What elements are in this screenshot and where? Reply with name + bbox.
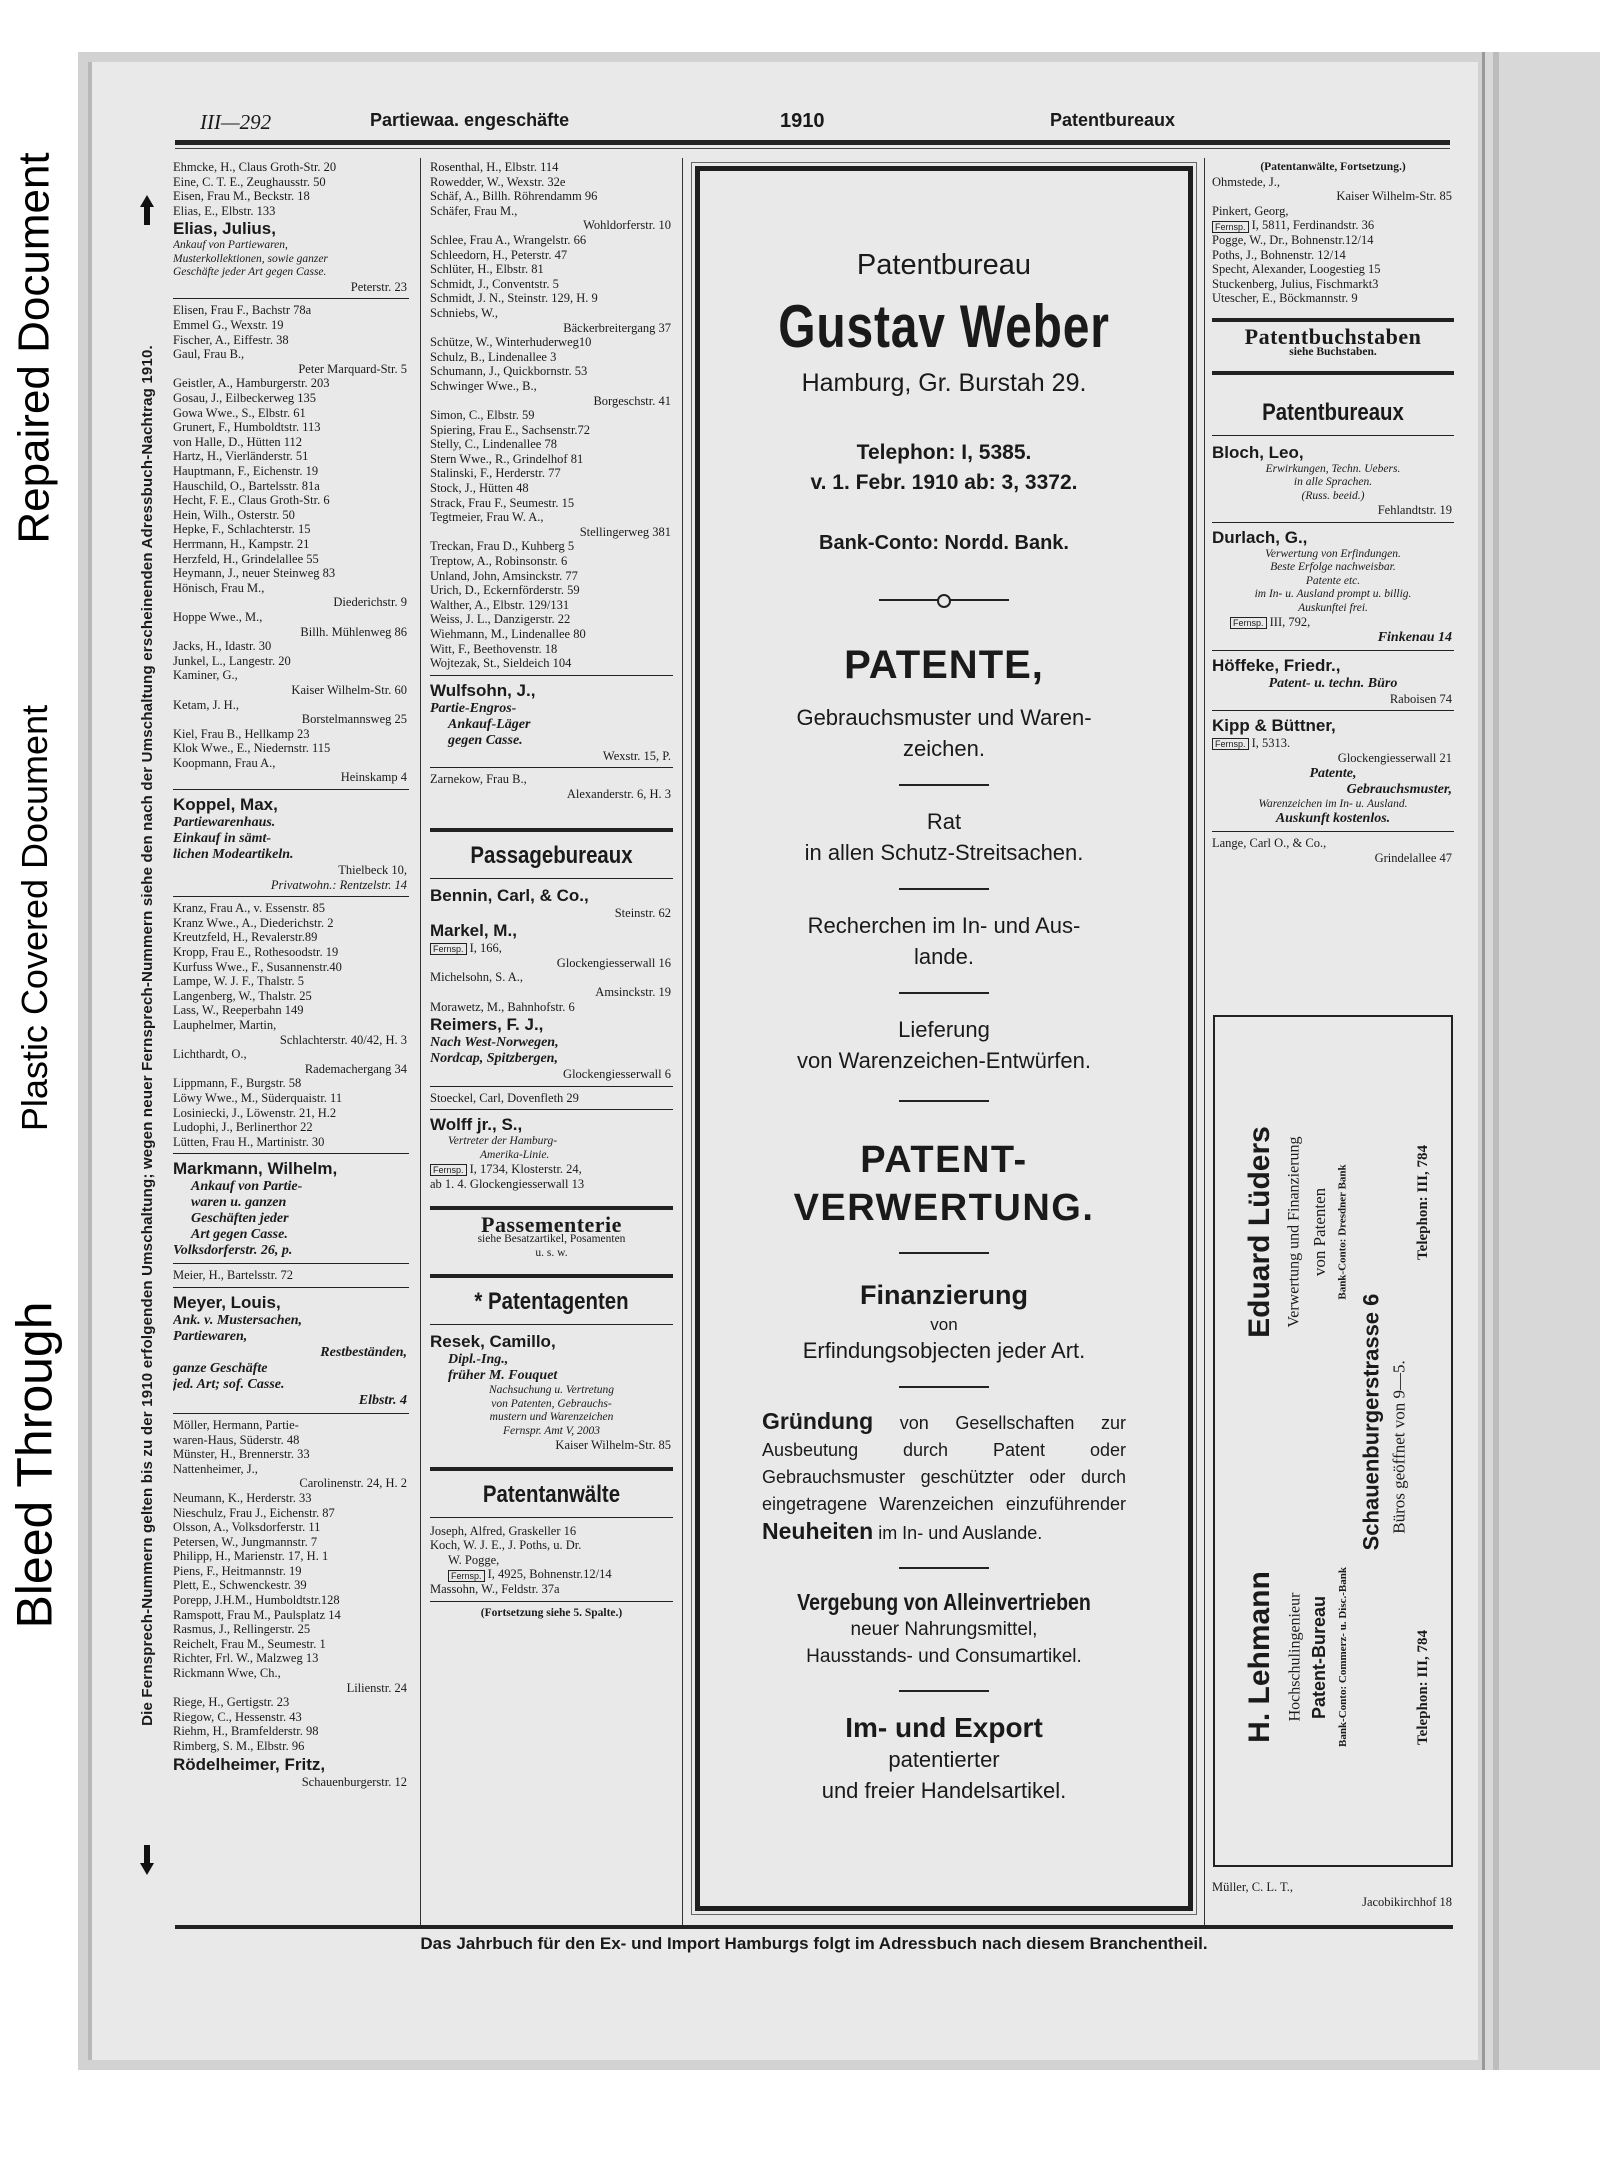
- header-year: 1910: [780, 110, 825, 132]
- divider: [899, 1567, 989, 1569]
- gruendung-paragraph: Gründung von Gesellschaften zur Ausbeutung durch Patent oder Gebrauchsmuster geschützter oder durch eingetragene Warenzeichen einzuführender Neuheiten im In- und Auslande.: [762, 1408, 1126, 1544]
- list-item: Gaul, Frau B.,: [173, 347, 245, 362]
- list-item: Gowa Wwe., S., Elbstr. 61: [173, 405, 306, 420]
- list-item: Treckan, Frau D., Kuhberg 5: [430, 539, 575, 554]
- list-item: Witt, F., Beethovenstr. 18: [430, 641, 558, 656]
- section-title-patentbureaux: Patentbureaux: [1262, 398, 1404, 426]
- divider: [899, 1252, 989, 1254]
- list-item: Kranz, Frau A., v. Essenstr. 85: [173, 901, 325, 916]
- telephone-badge: Fernsp.: [1212, 221, 1249, 233]
- divider: [173, 789, 409, 790]
- list-item: Simon, C., Elbstr. 59: [430, 408, 535, 423]
- list-item: Stock, J., Hütten 48: [430, 481, 529, 496]
- lueders-name: Eduard Lüders: [1243, 1126, 1277, 1338]
- shared-address: Schauenburgerstrasse 6: [1358, 1293, 1383, 1551]
- list-item: Philipp, H., Marienstr. 17, H. 1: [173, 1549, 329, 1564]
- list-item: waren-Haus, Süderstr. 48: [173, 1432, 300, 1447]
- entry-wulfsohn: Wulfsohn, J., Partie-Engros- Ankauf-Läger gegen Casse. Wexstr. 15, P.: [430, 680, 671, 763]
- list-item: Ramspott, Frau M., Paulsplatz 14: [173, 1607, 341, 1622]
- list-item: Lampe, W. J. F., Thalstr. 5: [173, 974, 305, 989]
- pointing-hand-icon: [136, 1845, 158, 1875]
- list-item: Hönisch, Frau M.,: [173, 580, 265, 595]
- list-item: Klok Wwe., E., Niedernstr. 115: [173, 741, 331, 756]
- list-item: Elias, E., Elbstr. 133: [173, 203, 276, 218]
- entry-meier: Meier, H., Bartelsstr. 72: [173, 1268, 293, 1283]
- list-item: Lichthardt, O.,: [173, 1047, 247, 1062]
- divider: [1212, 650, 1454, 651]
- section-rule: [1212, 318, 1454, 322]
- list-item: Schwinger Wwe., B.,: [430, 378, 537, 393]
- entries-top: [430, 160, 673, 671]
- list-item: Lass, W., Reeperbahn 149: [173, 1003, 304, 1018]
- list-item: Rickmann Wwe, Ch.,: [173, 1666, 281, 1681]
- list-item: Rasmus, J., Rellingerstr. 25: [173, 1622, 311, 1637]
- list-item: Geistler, A., Hamburgerstr. 203: [173, 376, 330, 391]
- divider: [899, 888, 989, 890]
- list-item: Weiss, J. L., Danzigerstr. 22: [430, 612, 571, 627]
- list-item: Riehm, H., Bramfelderstr. 98: [173, 1724, 319, 1739]
- telephone-badge: Fernsp.: [430, 943, 467, 955]
- label-bleed: Bleed Through: [7, 1301, 64, 1629]
- list-item: Olsson, A., Volksdorferstr. 11: [173, 1520, 321, 1535]
- list-item: Rowedder, W., Wexstr. 32e: [430, 174, 566, 189]
- list-item: Treptow, A., Robinsonstr. 6: [430, 554, 568, 569]
- list-item: Wohldorferstr. 10: [583, 218, 671, 233]
- list-item: Pogge, W., Dr., Bohnenstr.12/14: [1212, 232, 1374, 247]
- list-item: Stellingerweg 381: [579, 524, 671, 539]
- list-item: Stalinski, F., Herderstr. 77: [430, 466, 561, 481]
- list-item: Emmel G., Wexstr. 19: [173, 318, 284, 333]
- list-item: Schäf, A., Billh. Röhrendamm 96: [430, 189, 598, 204]
- telephone-badge: Fernsp.: [448, 1570, 485, 1582]
- telephone-badge: Fernsp.: [1212, 738, 1249, 750]
- header-rule: [175, 140, 1450, 145]
- list-item: Ehmcke, H., Claus Groth-Str. 20: [173, 160, 337, 174]
- list-item: Stuckenberg, Julius, Fischmarkt3: [1212, 276, 1379, 291]
- divider: [430, 1109, 673, 1110]
- divider: [430, 1086, 673, 1087]
- divider: [173, 1263, 409, 1264]
- list-item: Schlachterstr. 40/42, H. 3: [279, 1032, 407, 1047]
- list-item: Neumann, K., Herderstr. 33: [173, 1490, 312, 1505]
- divider: [899, 1690, 989, 1692]
- divider: [1212, 522, 1454, 523]
- list-item: Riegow, C., Hessenstr. 43: [173, 1709, 302, 1724]
- divider: [430, 675, 673, 676]
- list-item: Richter, Frl. W., Malzweg 13: [173, 1651, 319, 1666]
- list-item: Hauptmann, F., Eichenstr. 19: [173, 464, 319, 478]
- list-item: Junkel, L., Langestr. 20: [173, 653, 291, 668]
- list-item: Möller, Hermann, Partie-: [173, 1417, 299, 1432]
- list-item: Wojtezak, St., Sieldeich 104: [430, 656, 572, 671]
- divider: [899, 1100, 989, 1102]
- list-item: Piens, F., Heitmannstr. 19: [173, 1563, 302, 1578]
- list-item: Schlee, Frau A., Wrangelstr. 66: [430, 232, 587, 247]
- list-item: Specht, Alexander, Loogestieg 15: [1212, 262, 1381, 277]
- list-item: Schumann, J., Quickbornstr. 53: [430, 364, 588, 379]
- divider: [173, 896, 409, 897]
- divider: [173, 298, 409, 299]
- list-item: Tegtmeier, Frau W. A.,: [430, 510, 544, 525]
- list-item: Carolinenstr. 24, H. 2: [299, 1476, 407, 1491]
- list-item: Lippmann, F., Burgstr. 58: [173, 1076, 302, 1091]
- section-rule: [430, 1206, 673, 1210]
- list-item: Kaiser Wilhelm-Str. 60: [291, 682, 407, 697]
- divider: [430, 1324, 673, 1325]
- list-item: Grunert, F., Humboldtstr. 113: [173, 420, 321, 435]
- entry-meyer: Meyer, Louis, Ank. v. Mustersachen, Partiewaren, Restbeständen, ganze Geschäfte jed. Art; sof. Casse. Elbstr. 4: [173, 1292, 407, 1408]
- list-item: Rosenthal, H., Elbstr. 114: [430, 160, 559, 174]
- column-4: (Patentanwälte, Fortsetzung.) Ohmstede, J., Kaiser Wilhelm-Str. 85 Pinkert, Georg, Fernsp. I, 5811, Ferdinandstr. 36 Pogge, W., Dr., Bohnenstr.12/14 Poths, J., Bohnenstr. 12/14 Specht, Alexander, Loogestieg 15 Stuckenberg, Julius, Fischmarkt3 Utescher, E., Böckmannstr. 9 Patentbuchstaben siehe Buchstaben. Patentbureaux Bloch, Leo, Erwirkungen, Techn. Uebers. in alle Sprachen. (Russ. beeid.) Fehlandtstr. 19 Durlach, G., Verwertung von Erfindungen. Beste Erfolge nachweisbar. Patente etc. im In- u. Ausland prompt u. billig. Auskunftei frei. Fernsp. III, 792, Finkenau 14 Höffeke, Friedr., Patent- u. techn. Büro Raboisen 74 Kipp & Büttner, Fernsp. I, 5313. Glockengiesserwall 21 Patente, Gebrauchsmuster, Warenzeichen im In- u. Ausland. Auskunft kostenlos. Lange, Carl O., & Co., Grindelallee 47: [1212, 161, 1452, 865]
- list-item: Rimberg, S. M., Elbstr. 96: [173, 1739, 305, 1753]
- list-item: Heymann, J., neuer Steinweg 83: [173, 566, 336, 581]
- list-item: Riege, H., Gertigstr. 23: [173, 1695, 290, 1710]
- fernsprech-notice: Die Fernsprech-Nummern gelten bis zu der 1910 erfolgenden Umschaltung; wegen neuer Fernsprech-Nummern siehe den nach der Umschaltung erscheinenden Adressbuch-Nachtrag 1910.: [138, 344, 156, 1726]
- list-item: Plett, E., Schwenckestr. 39: [173, 1578, 307, 1593]
- list-item: Schulz, B., Lindenallee 3: [430, 349, 557, 364]
- section-title-patentbuchstaben: Patentbuchstaben: [1244, 323, 1422, 349]
- list-item: Schütze, W., Winterhuderweg10: [430, 335, 592, 350]
- next-page-edge: [1482, 52, 1600, 2070]
- list-item: Urich, D., Eckernförderstr. 59: [430, 583, 580, 598]
- list-item: Hartz, H., Vierländerstr. 51: [173, 449, 309, 464]
- advert-gustav-weber: Patentbureau Gustav Weber Hamburg, Gr. Burstah 29. Telephon: I, 5385. v. 1. Febr. 1910 ab: 3, 3372. Bank-Conto: Nordd. Bank. PATENTE, Gebrauchsmuster und Waren- zeichen. Rat in allen Schutz-Streitsachen. Recherchen im In- und Aus- lande. Lieferung von Warenzeichen-Entwürfen. PATENT- VERWERTUNG. Finanzierung von Erfindungsobjecten jeder Art. Gründung von Gesellschaften zur Ausbeutung durch Patent oder Gebrauchsmuster geschützter oder durch eingetragene Warenzeichen einzuführender Neuheiten im In- und Auslande. Vergebung von Alleinvertrieben neuer Nahrungsmittel, Hausstands- und Consumartikel. Im- und Export patentierter und freier Handelsartikel.: [695, 166, 1193, 1911]
- list-item: Jacks, H., Idastr. 30: [173, 639, 272, 654]
- column-rule: [420, 158, 421, 1928]
- list-item: Lilienstr. 24: [346, 1680, 407, 1695]
- list-item: Langenberg, W., Thalstr. 25: [173, 988, 312, 1003]
- list-item: Herrmann, H., Kampstr. 21: [173, 536, 310, 551]
- list-item: Poths, J., Bohnenstr. 12/14: [1212, 247, 1346, 262]
- list-item: Kiel, Frau B., Hellkamp 23: [173, 726, 310, 741]
- divider: [173, 1413, 409, 1414]
- list-item: Heinskamp 4: [340, 770, 407, 785]
- telephone-badge: Fernsp.: [1230, 617, 1267, 629]
- label-repaired: Repaired Document: [10, 151, 60, 544]
- divider: [430, 878, 673, 879]
- list-item: Hauschild, O., Bartelsstr. 81a: [173, 478, 320, 493]
- column-4-bottom: Müller, C. L. T., Jacobikirchhof 18: [1212, 1880, 1452, 1909]
- list-item: Ludophi, J., Berlinerthor 22: [173, 1120, 313, 1135]
- list-item: Gosau, J., Eilbeckerweg 135: [173, 391, 317, 406]
- footer-rule: [175, 1925, 1453, 1929]
- section-title-patentagenten: * Patentagenten: [474, 1288, 629, 1316]
- list-item: Diederichstr. 9: [333, 595, 407, 610]
- list-item: Petersen, W., Jungmannstr. 7: [173, 1534, 318, 1549]
- divider: [430, 1517, 673, 1518]
- list-item: von Halle, D., Hütten 112: [173, 434, 303, 449]
- divider: [430, 767, 673, 768]
- list-item: Borstelmannsweg 25: [301, 712, 407, 727]
- list-item: Unland, John, Amsinckstr. 77: [430, 568, 578, 583]
- label-plastic: Plastic Covered Document: [14, 704, 55, 1131]
- list-item: Strack, Frau F., Seumestr. 15: [430, 495, 575, 510]
- list-item: Fischer, A., Eiffestr. 38: [173, 332, 289, 347]
- section-title-patentanwaelte: Patentanwälte: [482, 1480, 621, 1508]
- list-item: Kropp, Frau E., Rothesoodstr. 19: [173, 945, 339, 960]
- list-item: Kreutzfeld, H., Revalerstr.89: [173, 930, 318, 945]
- footer-note: Das Jahrbuch für den Ex- und Import Hamburgs folgt im Adressbuch nach diesem Branchentheil.: [420, 1934, 1208, 1953]
- list-item: Koopmann, Frau A.,: [173, 755, 276, 770]
- entries-top2: [1212, 233, 1454, 306]
- advert-headline: Gustav Weber: [778, 293, 1110, 360]
- ornament-divider: [879, 593, 1009, 607]
- entries-mid2: [173, 901, 409, 1149]
- entries-mid1: [173, 303, 409, 785]
- list-item: Schleedorn, H., Peterstr. 47: [430, 247, 568, 262]
- section-title-passementerie: Passementerie: [481, 1211, 622, 1237]
- divider: [899, 1386, 989, 1388]
- advert-lueders-lehmann: Eduard Lüders Verwertung und Finanzierung von Patenten Bank-Conto: Dresdner Bank Telephon: III, 784 Schauenburgerstrasse 6 Büros geöffnet von 9—5. H. Lehmann Hochschulingenieur Patent-Bureau Bank-Conto: Commerz- u. Disc.-Bank Telephon: III, 784: [1213, 1015, 1453, 1867]
- column-rule: [1204, 158, 1205, 1928]
- list-item: Löwy Wwe., M., Süderquaistr. 11: [173, 1090, 343, 1105]
- header-rule-thin: [175, 148, 1450, 149]
- divider: [1212, 710, 1454, 711]
- list-item: Stern Wwe., R., Grindelhof 81: [430, 451, 584, 466]
- list-item: Münster, H., Brennerstr. 33: [173, 1447, 310, 1462]
- list-item: Bäckerbreitergang 37: [563, 320, 671, 335]
- section-rule: [1212, 371, 1454, 375]
- section-title-passagebureaux: Passagebureaux: [470, 841, 633, 869]
- list-item: Reichelt, Frau M., Seumestr. 1: [173, 1636, 326, 1651]
- list-item: Porepp, J.H.M., Humboldtstr.128: [173, 1593, 340, 1608]
- divider: [430, 1601, 673, 1602]
- divider: [899, 992, 989, 994]
- list-item: Nattenheimer, J.,: [173, 1461, 258, 1476]
- divider: [1212, 435, 1454, 436]
- header-right: Patentbureaux: [1050, 110, 1176, 130]
- entries-bottom: [173, 1418, 409, 1754]
- telephone-badge: Fernsp.: [430, 1164, 467, 1176]
- list-item: Lauphelmer, Martin,: [173, 1018, 277, 1032]
- list-item: Stelly, C., Lindenallee 78: [430, 437, 557, 452]
- list-item: Elisen, Frau F., Bachstr 78a: [173, 303, 312, 318]
- list-item: Borgeschstr. 41: [593, 393, 671, 408]
- section-rule: [430, 1467, 673, 1471]
- list-item: Ketam, J. H.,: [173, 697, 239, 712]
- list-item: Peter Marquard-Str. 5: [298, 361, 407, 376]
- list-item: Billh. Mühlenweg 86: [300, 624, 407, 639]
- list-item: Spiering, Frau E., Sachsenstr.72: [430, 422, 591, 437]
- list-item: Wiehmann, M., Lindenallee 80: [430, 627, 586, 641]
- list-item: Herzfeld, H., Grindelallee 55: [173, 551, 319, 566]
- list-item: Kurfuss Wwe., F., Susannenstr.40: [173, 959, 342, 974]
- list-item: Schniebs, W.,: [430, 305, 499, 320]
- section-rule: [430, 1274, 673, 1278]
- column-2: Rosenthal, H., Elbstr. 114 Rowedder, W., Wexstr. 32e Schäf, A., Billh. Röhrendamm 96 Schäfer, Frau M., Wohldorferstr. 10 Schlee, Frau A., Wrangelstr. 66 Schleedorn, H., Peterstr. 47 Schlüter, H., Elbstr. 81 Schmidt, J., Conventstr. 5 Schmidt, J. N., Steinstr. 129, H. 9 Schniebs, W., Bäckerbreitergang 37 Schütze, W., Winterhuderweg10 Schulz, B., Lindenallee 3 Schumann, J., Quickbornstr. 53 Schwinger Wwe., B., Borgeschstr. 41 Simon, C., Elbstr. 59 Spiering, Frau E., Sachsenstr.72 Stelly, C., Lindenallee 78 Stern Wwe., R., Grindelhof 81 Stalinski, F., Herderstr. 77 Stock, J., Hütten 48 Strack, Frau F., Seumestr. 15 Tegtmeier, Frau W. A., Stellingerweg 381 Treckan, Frau D., Kuhberg 5 Treptow, A., Robinsonstr. 6 Unland, John, Amsinckstr. 77 Urich, D., Eckernförderstr. 59 Walther, A., Elbstr. 129/131 Weiss, J. L., Danzigerstr. 22 Wiehmann, M., Lindenallee 80 Witt, F., Beethovenstr. 18 Wojtezak, St., Sieldeich 104 Wulfsohn, J., Partie-Engros- Ankauf-Läger gegen Casse. Wexstr. 15, P. Zarnekow, Frau B., Alexanderstr. 6, H. 3 Passagebureaux Bennin, Carl, & Co., Steinstr. 62 Markel, M., Fernsp. I, 166, Glockengiesserwall 16 Michelsohn, S. A., Amsinckstr. 19 Morawetz, M., Bahnhofstr. 6 Reimers, F. J., Nach West-Norwegen, Nordcap, Spitzbergen, Glockengiesserwall 6 Stoeckel, Carl, Dovenfleth 29 Wolff jr., S., Vertreter der Hamburg- Amerika-Linie. Fernsp. I, 1734, Klosterstr. 24, ab 1. 4. Glockengiesserwall 13 Passementerie siehe Besatzartikel, Posamenten u. s. w. * Patentagenten Resek, Camillo, Dipl.-Ing., früher M. Fouquet Nachsuchung u. Vertretung von Patenten, Gebrauchs- mustern und Warenzeichen Fernspr. Amt V, 2003 Kaiser Wilhelm-Str. 85 Patentanwälte Joseph, Alfred, Graskeller 16 Koch, W. J. E., J. Poths, u. Dr. W. Pogge, Fernsp. I, 4925, Bohnenstr.12/14 Massohn, W., Feldstr. 37a (Fortsetzung siehe 5. Spalte.): [430, 160, 671, 1619]
- list-item: Utescher, E., Böckmannstr. 9: [1212, 291, 1358, 306]
- side-labels: [0, 90, 70, 1710]
- divider: [899, 784, 989, 786]
- list-item: Lütten, Frau H., Martinistr. 30: [173, 1134, 325, 1149]
- list-item: Hepke, F., Schlachterstr. 15: [173, 522, 311, 537]
- list-item: Schäfer, Frau M.,: [430, 203, 518, 218]
- list-item: Losiniecki, J., Löwenstr. 21, H.2: [173, 1105, 337, 1120]
- list-item: Walther, A., Elbstr. 129/131: [430, 597, 570, 612]
- page-number: III—292: [200, 110, 272, 134]
- list-item: Schmidt, J. N., Steinstr. 129, H. 9: [430, 291, 598, 306]
- page-header: [200, 110, 1450, 140]
- list-item: Nieschulz, Frau J., Eichenstr. 87: [173, 1505, 335, 1520]
- divider: [173, 1153, 409, 1154]
- list-item: Rademachergang 34: [304, 1061, 407, 1076]
- list-item: Kaminer, G.,: [173, 668, 238, 683]
- section-rule: [430, 828, 673, 832]
- divider: [1212, 831, 1454, 832]
- header-left: Partiewaa. engeschäfte: [370, 110, 570, 130]
- list-item: Hecht, F. E., Claus Groth-Str. 6: [173, 493, 330, 508]
- entries-top: [173, 160, 409, 218]
- entry-markmann: Markmann, Wilhelm, Ankauf von Partie- waren u. ganzen Geschäften jeder Art gegen Casse. Volksdorferstr. 26, p.: [173, 1159, 338, 1259]
- list-item: Schlüter, H., Elbstr. 81: [430, 262, 544, 277]
- list-item: Eine, C. T. E., Zeughausstr. 50: [173, 174, 326, 189]
- list-item: Hein, Wilh., Osterstr. 50: [173, 507, 295, 522]
- lehmann-name: H. Lehmann: [1243, 1571, 1276, 1743]
- list-item: Kranz Wwe., A., Diederichstr. 2: [173, 915, 334, 930]
- list-item: Hoppe Wwe., M.,: [173, 609, 263, 624]
- list-item: Schmidt, J., Conventstr. 5: [430, 276, 559, 291]
- entry-elias: Elias, Julius, Ankauf von Partiewaren, Musterkollektionen, sowie ganzer Geschäfte jeder Art gegen Casse. Peterstr. 23: [173, 219, 407, 294]
- column-rule: [682, 158, 683, 1928]
- entry-roedelheimer: Rödelheimer, Fritz, Schauenburgerstr. 12: [173, 1754, 407, 1789]
- column-1: [173, 160, 409, 1789]
- list-item: Eisen, Frau M., Beckstr. 18: [173, 189, 310, 204]
- entry-koppel: Koppel, Max, Partiewarenhaus. Einkauf in sämt- lichen Modeartikeln. Thielbeck 10, Privatwohn.: Rentzelstr. 14: [173, 795, 407, 892]
- divider: [173, 1287, 409, 1288]
